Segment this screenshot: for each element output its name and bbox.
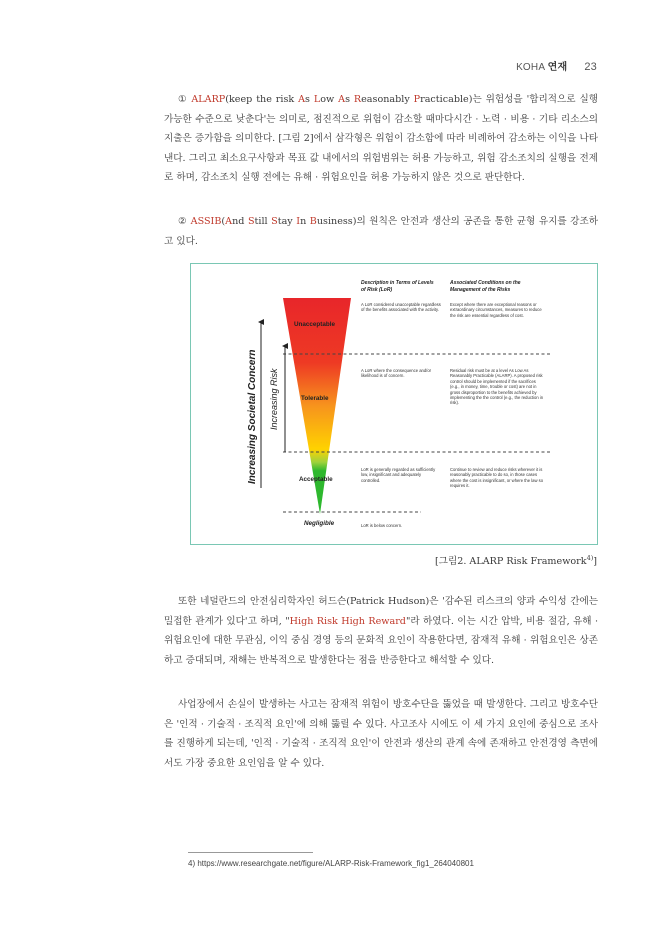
alarp-letter: A	[298, 94, 306, 105]
assib-letter: S	[271, 216, 278, 227]
assib-letter: I	[296, 216, 301, 227]
alarp-word: s	[305, 94, 314, 105]
caption-footnote-ref: 4)	[586, 553, 594, 562]
desc-tolerable: A LoR where the consequence and/or likelihood is of concern.	[361, 368, 432, 379]
alarp-body: 는 위험성을 '합리적으로 실행 가능한 수준으로 낮춘다'는 의미로, 점진적으로 위험이 감소할 때마다시간 · 노력 · 비용 · 기타 리소스의 지출은 증가함을 의미한다. [그림 2]에서 삼각형은 위험이 감소함에 따라 비례하여 감소하는 이익을 나타낸다. 그리고 최소요구사항과 목표 값 내에서의 위험범위는 허용 가능하고, 위험 감소조치의 실행을 전제로 하며, 감소조치 실행 전에는 유해 · 위험요인을 허용 가능하지 않은 것으로 판단한다.	[164, 94, 598, 184]
section-name: 연재	[547, 62, 568, 73]
paragraph-hudson	[164, 592, 598, 670]
quote-close: "	[405, 615, 411, 627]
assib-letter: S	[247, 216, 255, 227]
caption-close: ]	[593, 556, 597, 567]
column-title-lor: Description in Terms of Levels of Risk (LoR)	[361, 280, 434, 293]
item-marker: ②	[178, 216, 191, 227]
assib-paren: (	[221, 216, 226, 227]
alarp-word: s	[345, 94, 354, 105]
assib-word: tay	[277, 216, 297, 227]
paragraph-accident	[164, 695, 598, 773]
desc-acceptable: LoR is generally regarded as sufficiently low, insignificant and adequately controlled.	[361, 467, 436, 483]
assib-word: nd	[232, 216, 248, 227]
assib-letter: B	[309, 216, 317, 227]
hudson-text-before: 또한 네덜란드의 안전심리학자인 허드슨(Patrick Hudson)은 '감수된 리스크의 양과 수익성 간에는 밀접한 관계가 있다'고 하며,	[164, 596, 598, 627]
quote-open: "	[285, 615, 290, 627]
zone-label-tolerable: Tolerable	[301, 395, 329, 402]
assib-letter: A	[225, 216, 233, 227]
paragraph-assib	[164, 212, 598, 251]
alarp-word: easonably	[361, 94, 414, 105]
alarp-word: racticable)	[420, 94, 473, 105]
page-number: 23	[584, 61, 597, 73]
hudson-text-after: 라 하였다. 이는 시간 압박, 비용 절감, 유해 · 위험요인에 대한 무관심, 이익 중심 경영 등의 문화적 요인이 작용한다면, 잠재적 유해 · 위험요인은 상존하고 증대되며, 재해는 반복적으로 발생한다는 점을 반증한다고 해석할 수 있다.	[164, 615, 599, 666]
column-title-conditions: Associated Conditions on the Management of the Risks	[450, 280, 521, 293]
alarp-word: ow	[320, 94, 339, 105]
alarp-expansion-open: (keep the risk	[225, 94, 299, 105]
cond-unacceptable: Except where there are exceptional reasons or extraordinary circumstances, measures to reduce the risk are essential regardless of cost.	[450, 302, 542, 318]
item-marker: ①	[178, 94, 192, 105]
desc-negligible: LoR is below concern.	[361, 523, 403, 528]
paragraph-alarp	[164, 90, 598, 188]
figure-caption	[435, 553, 597, 567]
footnote-divider	[188, 852, 313, 853]
assib-word: n	[300, 216, 310, 227]
assib-term: ASSIB	[190, 216, 222, 227]
alarp-figure	[190, 263, 598, 545]
assib-word: till	[254, 216, 272, 227]
accident-body: 사업장에서 손실이 발생하는 사고는 잠재적 위험이 방호수단을 뚫었을 때 발생한다. 그리고 방호수단은 '인적 · 기술적 · 조직적 요인'에 의해 뚫릴 수 있다. 사고조사 시에도 이 세 가지 요인에 중심으로 조사를 진행하게 되는데, '인적 · 기술적 · 조직적 요인'이 안전과 생산의 관계 속에 존재하고 안전경영 측면에서도 가장 중요한 요인임을 알 수 있다.	[164, 699, 598, 769]
footnote-url: 4) https://www.researchgate.net/figure/ALARP-Risk-Framework_fig1_264040801	[188, 859, 474, 868]
alarp-letter: R	[353, 94, 362, 105]
alarp-letter: P	[413, 94, 421, 105]
zone-label-acceptable: Acceptable	[299, 476, 333, 483]
running-header	[516, 58, 597, 73]
axis-label-societal-concern: Increasing Societal Concern	[247, 349, 258, 484]
caption-text: [그림2. ALARP Risk Framework	[434, 556, 587, 567]
cond-acceptable: Continue to review and reduce risks wherever it is reasonably practicable to do so, in those cases where the cost is insignificant, or where the law so requires it.	[450, 467, 544, 489]
alarp-term: ALARP	[191, 94, 226, 105]
assib-word: usiness)	[316, 216, 357, 227]
series-name: KOHA	[516, 62, 545, 73]
high-risk-high-reward: High Risk High Reward	[289, 615, 406, 627]
alarp-letter: L	[313, 94, 321, 105]
zone-label-negligible: Negligible	[304, 520, 335, 527]
alarp-letter: A	[338, 94, 346, 105]
axis-label-increasing-risk: Increasing Risk	[269, 368, 279, 430]
assib-body: 의 원칙은 안전과 생산의 공존을 통한 균형 유지를 강조하고 있다.	[164, 216, 598, 247]
cond-tolerable: Residual risk must be at a level As Low As Reasonably Practicable (ALARP). A proposed risk control should be implemented if the sacrifices (e.g., in money, time, trouble or cost) are not in gross disproportion to the benefits achieved by implementing the the control (e.g., the reduction in risk).	[450, 368, 544, 406]
zone-label-unacceptable: Unacceptable	[294, 321, 335, 328]
desc-unacceptable: A LoR considered unacceptable regardless of the benefits associated with the activity.	[361, 302, 441, 313]
